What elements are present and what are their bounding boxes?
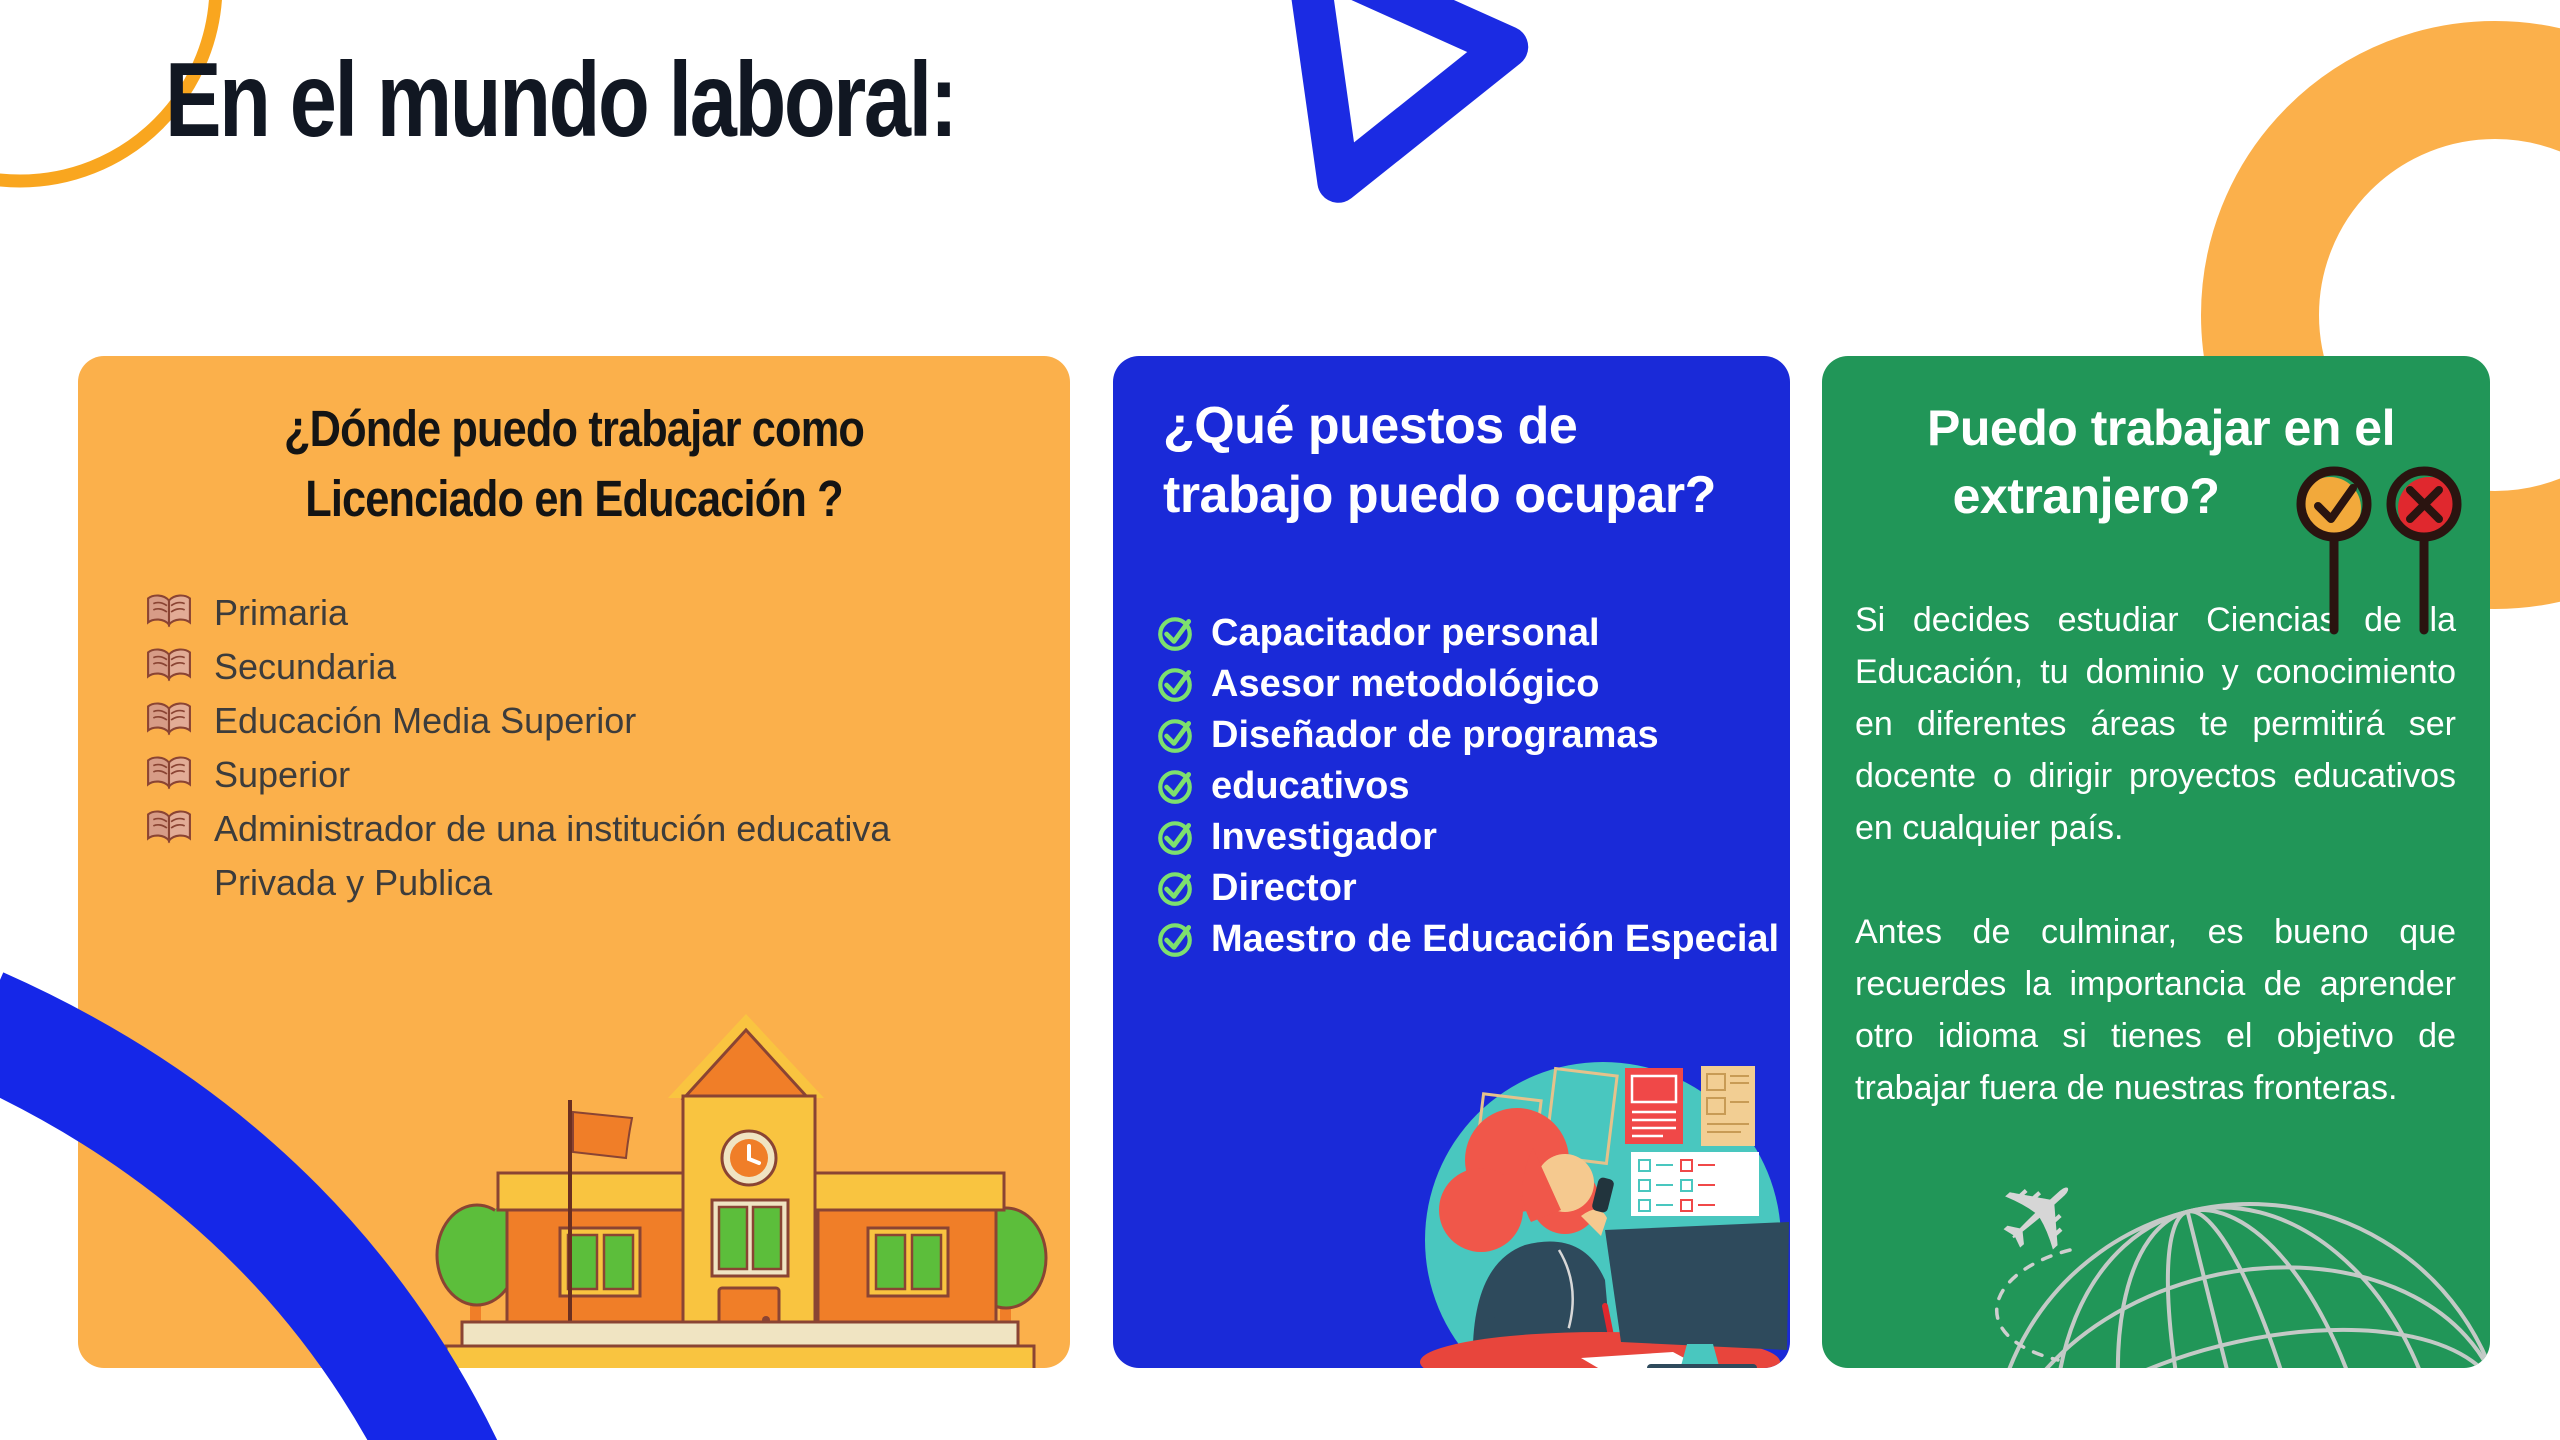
list-item [146, 856, 1070, 910]
list-item-label: Diseñador de programas [1211, 714, 1659, 756]
card-title-line1: ¿Dónde puedo trabajar como [283, 400, 865, 457]
list-item [146, 586, 1070, 640]
card-what-jobs [1113, 356, 1790, 1368]
list-item-label: Director [1211, 867, 1357, 909]
check-circle-icon [1155, 817, 1195, 857]
open-book-icon [146, 701, 192, 739]
yes-no-paddles [2290, 448, 2468, 653]
card-title [152, 394, 995, 534]
paragraph: Si decides estudiar Ciencias de la Educación, tu dominio y conocimiento en diferentes áreas te permitirá ser docente o dirigir proyectos educativos en cualquier país. [1855, 601, 2456, 847]
card-title-line2: Licenciado en Educación ? [305, 470, 843, 527]
list-item-label: Superior [214, 754, 351, 795]
check-circle-icon [1155, 715, 1195, 755]
list-item [146, 694, 1070, 748]
list-item [1155, 659, 1790, 710]
list-item-label: Asesor metodológico [1211, 663, 1600, 705]
list-item [146, 748, 1070, 802]
card-title-line2: extranjero? [1952, 468, 2220, 524]
list-item [1155, 863, 1790, 914]
open-book-icon [146, 593, 192, 631]
list-item-label: educativos [1211, 765, 1410, 807]
school-building-illustration [420, 1012, 1060, 1368]
list-item-label: Capacitador personal [1211, 612, 1600, 654]
poster-icon [1625, 1068, 1683, 1144]
list-item-label: Secundaria [214, 646, 397, 687]
check-circle-icon [1155, 613, 1195, 653]
list-item-label: Primaria [214, 592, 349, 633]
list-item [1155, 914, 1790, 965]
flag-icon [573, 1112, 632, 1158]
globe-airplane-illustration [1930, 1122, 2490, 1368]
list-item-label: Administrador de una institución educativa [214, 808, 891, 849]
list-item [1155, 608, 1790, 659]
list-item [146, 640, 1070, 694]
yes-check-paddle-icon [2290, 448, 2376, 653]
education-levels-list [146, 586, 1070, 910]
list-item-label: Investigador [1211, 816, 1437, 858]
list-item-label: Privada y Publica [214, 862, 493, 903]
check-circle-icon [1155, 868, 1195, 908]
open-book-icon [146, 647, 192, 685]
card-title [1113, 356, 1790, 530]
open-book-icon [146, 809, 192, 847]
woman-working-illustration [1113, 1040, 1790, 1368]
list-item [146, 802, 1070, 856]
card-work-abroad [1822, 356, 2490, 1368]
list-item-label: Maestro de Educación Especial [1211, 918, 1780, 960]
paragraph: Antes de culminar, es bueno que recuerdes la importancia de aprender otro idioma si tienes el objetivo de trabajar fuera de nuestras fronteras. [1855, 913, 2456, 1107]
list-item [1155, 710, 1790, 761]
card-title-line2: trabajo puedo ocupar? [1163, 466, 1716, 524]
document-icon [1701, 1066, 1755, 1146]
list-item [1155, 761, 1790, 812]
airplane-icon: ✈ [1967, 1140, 2115, 1290]
card-where-can-i-work [78, 356, 1070, 1368]
blue-triangle-outline-icon [1307, 0, 1523, 182]
check-circle-icon [1155, 919, 1195, 959]
no-cross-paddle-icon [2382, 448, 2468, 653]
list-item-label: Educación Media Superior [214, 700, 637, 741]
card-body-text [1855, 594, 2456, 1114]
check-circle-icon [1155, 664, 1195, 704]
list-item [1155, 812, 1790, 863]
checklist-board-icon [1631, 1152, 1759, 1216]
check-circle-icon [1155, 766, 1195, 806]
card-title-line1: ¿Qué puestos de [1163, 397, 1578, 455]
open-book-icon [146, 755, 192, 793]
job-positions-list [1155, 608, 1790, 965]
card-title-line1: Puedo trabajar en el [1927, 400, 2395, 456]
page-title: En el mundo laboral: [165, 41, 956, 159]
